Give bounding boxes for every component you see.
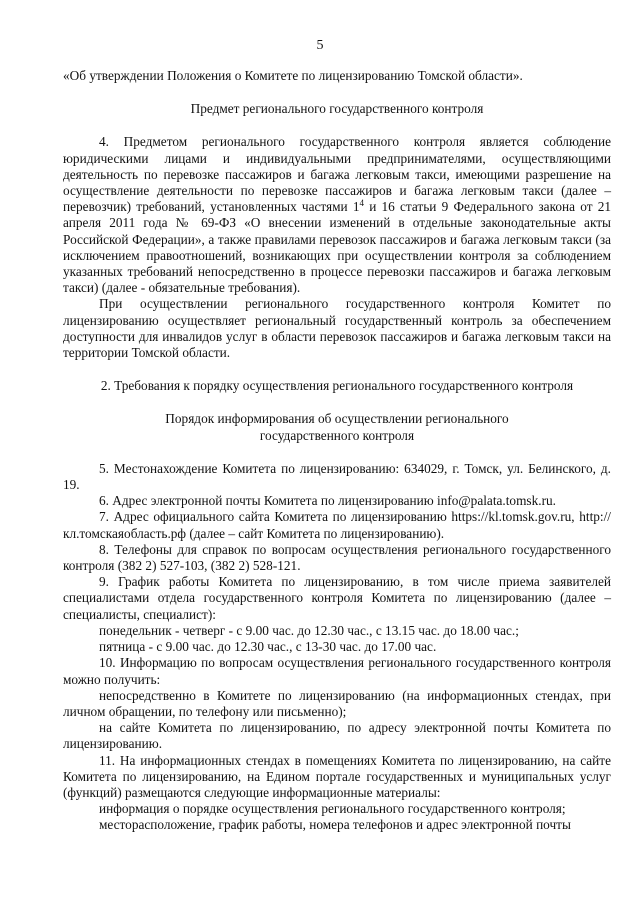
paragraph-accessibility: При осуществлении регионального государственного контроля Комитет по лицензированию осуществляет региональный государственный контроль за обеспечением доступности для инвалидов услуг в области перевозок пассажиров и багажа легковым такси на территории Томской области. [63, 296, 611, 361]
item-6: 6. Адрес электронной почты Комитета по лицензированию info@palata.tomsk.ru. [99, 493, 556, 509]
item-10-a: непосредственно в Комитете по лицензированию (на информационных стендах, при личном обращении, по телефону или письменно); [63, 687, 611, 719]
heading-subject: Предмет регионального государственного контроля [190, 101, 484, 117]
item-9: 9. График работы Комитета по лицензированию, в том числе приема заявителей специалистами отдела государственного контроля Комитета по лицензированию (далее – специалисты, специалист): [63, 574, 611, 622]
item-10-b: на сайте Комитета по лицензированию, по адресу электронной почты Комитета по лицензированию. [63, 720, 611, 752]
paragraph-4-superscript: 4 [359, 198, 365, 209]
paragraph-4 [63, 134, 611, 296]
schedule-mon-thu: понедельник - четверг - с 9.00 час. до 12.30 час., с 13.15 час. до 18.00 час.; [99, 622, 519, 638]
heading-section-2: 2. Требования к порядку осуществления регионального государственного контроля [100, 378, 574, 394]
schedule-fri: пятница - с 9.00 час. до 12.30 час., с 13-30 час. до 17.00 час. [99, 639, 437, 655]
item-7: 7. Адрес официального сайта Комитета по лицензированию https://kl.tomsk.gov.ru, http://кл.томскаяобласть.рф (далее – сайт Комитета по лицензированию). [63, 509, 611, 541]
paragraph-4-text-b: и 16 статьи 9 Федерального закона от 21 апреля 2011 года № 69-ФЗ «О внесении изменений в отдельные законодательные акты Российской Федерации», а также правилами перевозок пассажиров и багажа легковым такси (за исключением правоотношений, возникающих при осуществлении контроля за соблюдением указанных требований непосредственно в процессе перевозки пассажиров и багажа легковым такси) (далее - обязательные требования). [63, 199, 611, 296]
item-10: 10. Информацию по вопросам осуществления регионального государственного контроля можно получить: [63, 655, 611, 687]
item-11: 11. На информационных стендах в помещениях Комитета по лицензированию, на сайте Комитета по лицензированию, на Едином портале государственных и муниципальных услуг (функций) размещаются следующие информационные материалы: [63, 752, 611, 800]
item-11-a: информация о порядке осуществления регионального государственного контроля; [99, 801, 566, 817]
page-number: 5 [316, 38, 324, 53]
heading-info-line-2: государственного контроля [259, 427, 415, 443]
item-5: 5. Местонахождение Комитета по лицензированию: 634029, г. Томск, ул. Белинского, д. 19. [63, 460, 611, 493]
intro-line: «Об утверждении Положения о Комитете по лицензированию Томской области». [63, 68, 523, 83]
item-11-b: месторасположение, график работы, номера телефонов и адрес электронной почты [99, 817, 571, 833]
heading-info-line-1: Порядок информирования об осуществлении регионального [165, 411, 509, 427]
paragraph-4-text-a: 4. Предметом регионального государственного контроля является соблюдение юридическими лицами и индивидуальными предпринимателями, осуществляющими деятельность по перевозке пассажиров и багажа легковым такси, имеющими разрешение на осуществление деятельности по перевозке пассажиров и багажа легковым такси (далее – перевозчик) требований, установленных частями 1 [63, 134, 611, 215]
document-body [63, 68, 611, 834]
item-8: 8. Телефоны для справок по вопросам осуществления регионального государственного контроля (382 2) 527-103, (382 2) 528-121. [63, 541, 611, 574]
